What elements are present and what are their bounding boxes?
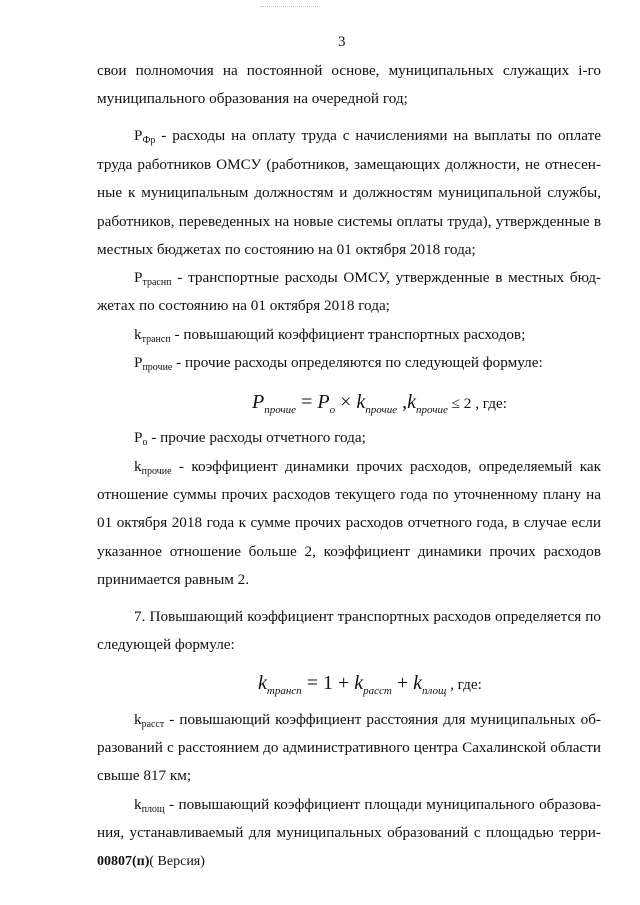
definition-ktransp: $k_{трансп}$ - повышающий коэффициент транспортных расходов;	[134, 326, 526, 345]
paragraph-line: работников, переведенных на новые системы оплаты труда), утвержденные в	[97, 213, 601, 230]
footer-version: 00807(п)( Версия)	[97, 854, 205, 869]
section-7-heading: 7. Повышающий коэффициент транспортных расходов определяется по	[134, 608, 601, 625]
definition-po: $P_о$ - прочие расходы отчетного года;	[134, 429, 366, 448]
paragraph-line: жетах по состоянию на 01 октября 2018 года;	[97, 297, 390, 314]
paragraph-line: труда работников ОМСУ (работников, замещающих должности, не отнесен-	[97, 156, 601, 173]
paragraph-line: отношение суммы прочих расходов текущего года по уточненному плану на	[97, 486, 601, 503]
paragraph-line: муниципального образования на очередной год;	[97, 90, 408, 107]
definition-pfr: $P_{Фр}$ - расходы на оплату труда с начислениями на выплаты по оплате	[134, 127, 601, 146]
definition-krasst: $k_{расст}$ - повышающий коэффициент расстояния для муниципальных об-	[134, 711, 601, 730]
definition-kprochie: $k_{прочие}$ - коэффициент динамики прочих расходов, определяемый как	[134, 458, 601, 477]
formula-ktransp: $k_{трансп} = 1 + k_{расст} + k_{площ}$ , где:	[258, 672, 482, 697]
scan-smudge	[260, 0, 320, 7]
paragraph-line: разований с расстоянием до административного центра Сахалинской области	[97, 739, 601, 756]
paragraph-line: свои полномочия на постоянной основе, муниципальных служащих i-го	[97, 62, 601, 79]
definition-pprochie: $P_{прочие}$ - прочие расходы определяются по следующей формуле:	[134, 354, 543, 373]
paragraph-line: ные к муниципальным должностям и должностям муниципальной службы,	[97, 184, 601, 201]
paragraph-line: принимается равным 2.	[97, 571, 250, 588]
paragraph-line: следующей формуле:	[97, 636, 235, 653]
paragraph-line: местных бюджетах по состоянию на 01 октября 2018 года;	[97, 241, 476, 258]
paragraph-line: указанное отношение больше 2, коэффициент динамики прочих расходов	[97, 543, 601, 560]
definition-kplosch: $k_{площ}$ - повышающий коэффициент площади муниципального образова-	[134, 796, 601, 815]
paragraph-line: свыше 817 км;	[97, 767, 192, 784]
paragraph-line: ния, устанавливаемый для муниципальных образований с площадью терри-	[97, 824, 601, 841]
page-number: 3	[338, 34, 346, 50]
paragraph-line: 01 октября 2018 года к сумме прочих расходов отчетного года, в случае если	[97, 514, 601, 531]
definition-ptransp: $P_{траснп}$ - транспортные расходы ОМСУ, утвержденные в местных бюд-	[134, 269, 601, 288]
formula-prochie: $P_{прочие} = P_o \times k_{прочие}$ $,k_{прочие} \le 2$ , где:	[252, 391, 507, 416]
